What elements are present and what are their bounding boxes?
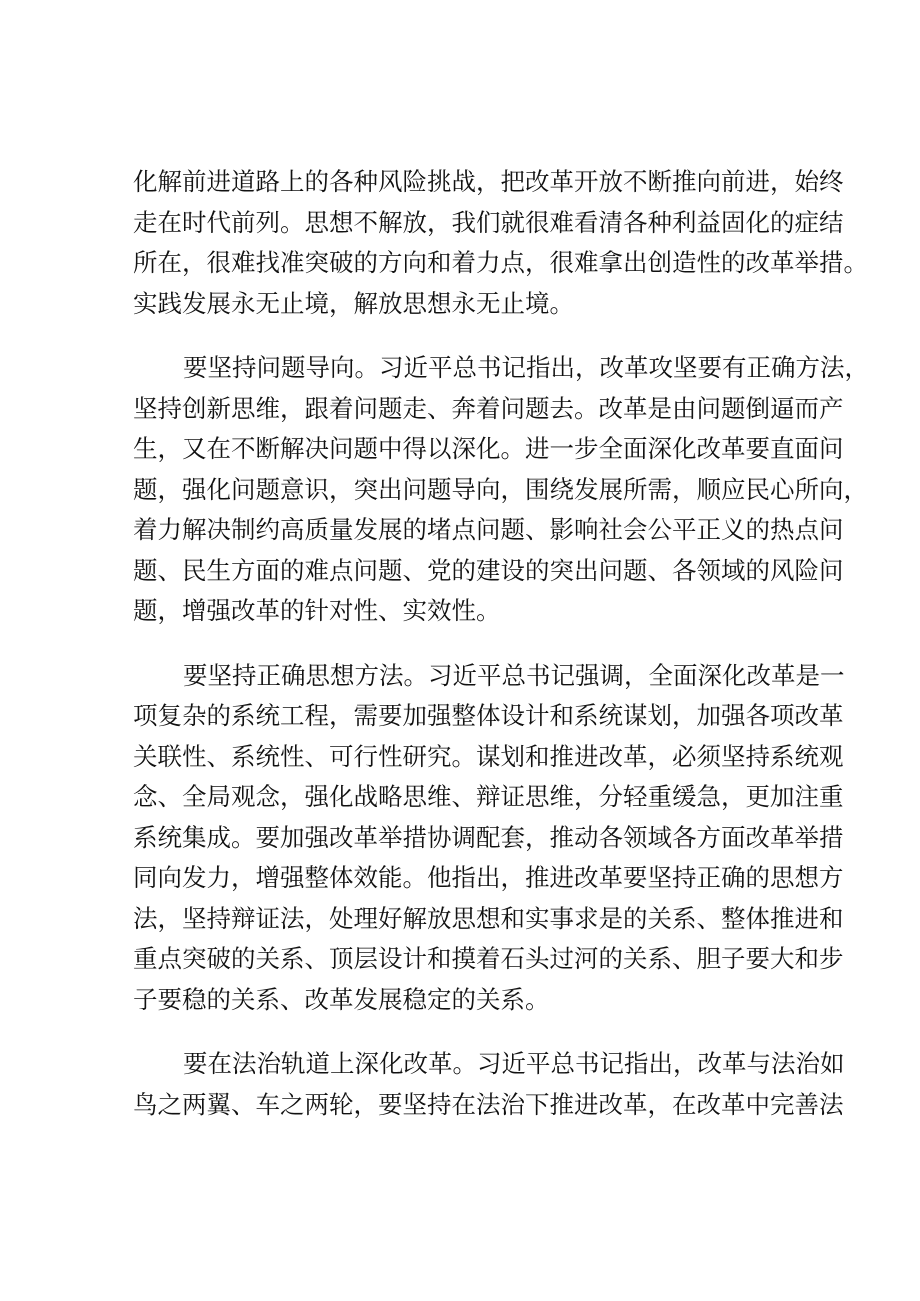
text-line: 鸟之两翼、车之两轮，要坚持在法治下推进改革，在改革中完善法 — [133, 1089, 844, 1119]
paragraph-4 — [133, 1044, 845, 1125]
text-line: 念、全局观念，强化战略思维、辩证思维，分轻重缓急，更加注重 — [133, 782, 844, 811]
paragraph-gap — [133, 324, 797, 348]
text-line: 要在法治轨道上深化改革。习近平总书记指出，改革与法治如 — [183, 1049, 845, 1078]
text-line: 题，增强改革的针对性、实效性。 — [133, 596, 501, 625]
text-line: 实践发展永无止境，解放思想永无止境。 — [133, 288, 574, 318]
text-line: 生，又在不断解决问题中得以深化。进一步全面深化改革要直面问 — [133, 434, 844, 463]
text-line: 子要稳的关系、改革发展稳定的关系。 — [133, 984, 550, 1014]
text-line: 题，强化问题意识，突出问题导向，围绕发展所需，顺应民心所向， — [133, 474, 868, 504]
paragraph-gap — [133, 632, 797, 656]
text-line: 坚持创新思维，跟着问题走、奔着问题去。改革是由问题倒逼而产 — [133, 393, 844, 423]
text-line: 项复杂的系统工程，需要加强整体设计和系统谋划，加强各项改革 — [133, 701, 844, 730]
text-line: 题、民生方面的难点问题、党的建设的突出问题、各领域的风险问 — [133, 555, 844, 585]
text-line: 法，坚持辩证法，处理好解放思想和实事求是的关系、整体推进和 — [133, 903, 844, 933]
text-line: 同向发力，增强整体效能。他指出，推进改革要坚持正确的思想方 — [133, 863, 844, 892]
paragraph-gap — [133, 1020, 797, 1044]
document-body — [133, 162, 869, 1125]
paragraph-1 — [133, 162, 868, 324]
text-line: 要坚持正确思想方法。习近平总书记强调，全面深化改革是一 — [183, 660, 845, 690]
text-line: 着力解决制约高质量发展的堵点问题、影响社会公平正义的热点问 — [133, 515, 844, 544]
text-line: 重点突破的关系、顶层设计和摸着石头过河的关系、胆子要大和步 — [133, 944, 844, 973]
paragraph-3 — [133, 656, 845, 1021]
text-line: 所在，很难找准突破的方向和着力点，很难拿出创造性的改革举措。 — [133, 248, 868, 277]
text-line: 化解前进道路上的各种风险挑战，把改革开放不断推向前进，始终 — [133, 167, 844, 196]
text-line: 关联性、系统性、可行性研究。谋划和推进改革，必须坚持系统观 — [133, 741, 844, 771]
paragraph-2 — [133, 348, 869, 632]
text-line: 系统集成。要加强改革举措协调配套，推动各领域各方面改革举措 — [133, 822, 844, 852]
text-line: 走在时代前列。思想不解放，我们就很难看清各种利益固化的症结 — [133, 207, 844, 237]
text-line: 要坚持问题导向。习近平总书记指出，改革攻坚要有正确方法， — [183, 353, 869, 382]
